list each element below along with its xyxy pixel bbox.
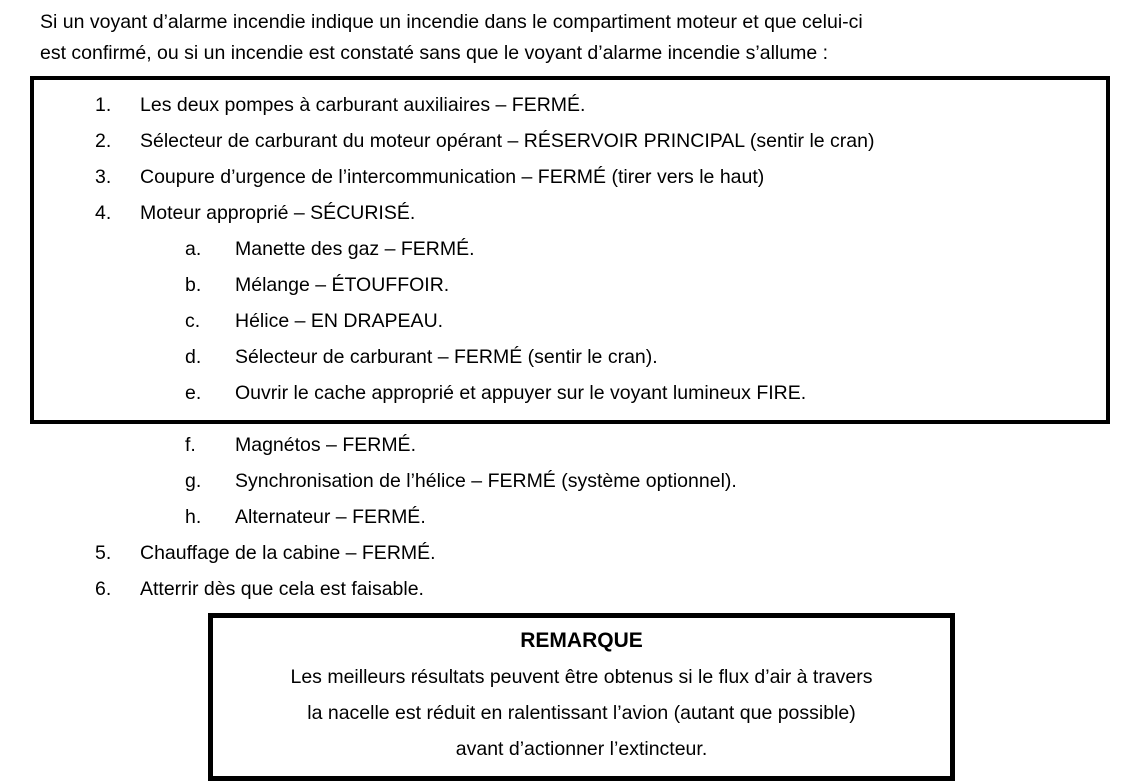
checklist-item <box>34 87 1106 123</box>
item-marker: 5. <box>95 542 112 564</box>
item-text: Les deux pompes à carburant auxiliaires – FERMÉ. <box>140 94 586 116</box>
procedure-box <box>30 76 1110 424</box>
checklist-item <box>34 303 1106 339</box>
item-marker: h. <box>185 506 202 528</box>
item-text: Synchronisation de l’hélice – FERMÉ (système optionnel). <box>235 470 737 492</box>
checklist-item <box>0 535 1124 571</box>
procedure-page <box>0 7 1124 780</box>
note-line: avant d’actionner l’extincteur. <box>455 738 708 760</box>
checklist-item <box>0 499 1124 535</box>
item-text: Atterrir dès que cela est faisable. <box>140 578 424 600</box>
item-marker: 2. <box>95 130 112 152</box>
note-line: Les meilleurs résultats peuvent être obtenus si le flux d’air à travers <box>290 666 873 688</box>
checklist-item <box>0 463 1124 499</box>
item-marker: 3. <box>95 166 112 188</box>
note-line: la nacelle est réduit en ralentissant l’avion (autant que possible) <box>307 702 856 724</box>
item-text: Sélecteur de carburant – FERMÉ (sentir le cran). <box>235 346 658 368</box>
procedure-list-continued <box>0 427 1124 607</box>
item-text: Manette des gaz – FERMÉ. <box>235 238 475 260</box>
item-text: Hélice – EN DRAPEAU. <box>235 310 444 332</box>
item-marker: 1. <box>95 94 112 116</box>
item-marker: a. <box>185 238 202 260</box>
note-box <box>208 613 955 781</box>
checklist-item <box>34 195 1106 231</box>
item-text: Alternateur – FERMÉ. <box>235 506 426 528</box>
item-marker: 6. <box>95 578 112 600</box>
checklist-item <box>34 231 1106 267</box>
item-marker: b. <box>185 274 202 296</box>
intro-line: Si un voyant d’alarme incendie indique un incendie dans le compartiment moteur et que celui-ci <box>40 11 863 33</box>
note-body <box>223 659 940 767</box>
item-text: Magnétos – FERMÉ. <box>235 434 416 456</box>
checklist-item <box>34 339 1106 375</box>
item-marker: f. <box>185 434 196 456</box>
item-marker: d. <box>185 346 202 368</box>
item-text: Ouvrir le cache approprié et appuyer sur le voyant lumineux FIRE. <box>235 382 807 404</box>
item-text: Mélange – ÉTOUFFOIR. <box>235 274 450 296</box>
checklist-item <box>34 267 1106 303</box>
item-text: Coupure d’urgence de l’intercommunication – FERMÉ (tirer vers le haut) <box>140 166 765 188</box>
item-marker: g. <box>185 470 202 492</box>
item-marker: c. <box>185 310 201 332</box>
checklist-item <box>34 375 1106 411</box>
item-text: Moteur approprié – SÉCURISÉ. <box>140 202 416 224</box>
intro-paragraph <box>40 7 1094 69</box>
item-marker: 4. <box>95 202 112 224</box>
item-marker: e. <box>185 382 202 404</box>
item-text: Sélecteur de carburant du moteur opérant – RÉSERVOIR PRINCIPAL (sentir le cran) <box>140 130 875 152</box>
checklist-item <box>34 159 1106 195</box>
intro-line: est confirmé, ou si un incendie est constaté sans que le voyant d’alarme incendie s’allume : <box>40 42 829 64</box>
checklist-item <box>34 123 1106 159</box>
item-text: Chauffage de la cabine – FERMÉ. <box>140 542 436 564</box>
checklist-item <box>0 427 1124 463</box>
note-title: REMARQUE <box>520 629 643 652</box>
checklist-item <box>0 571 1124 607</box>
